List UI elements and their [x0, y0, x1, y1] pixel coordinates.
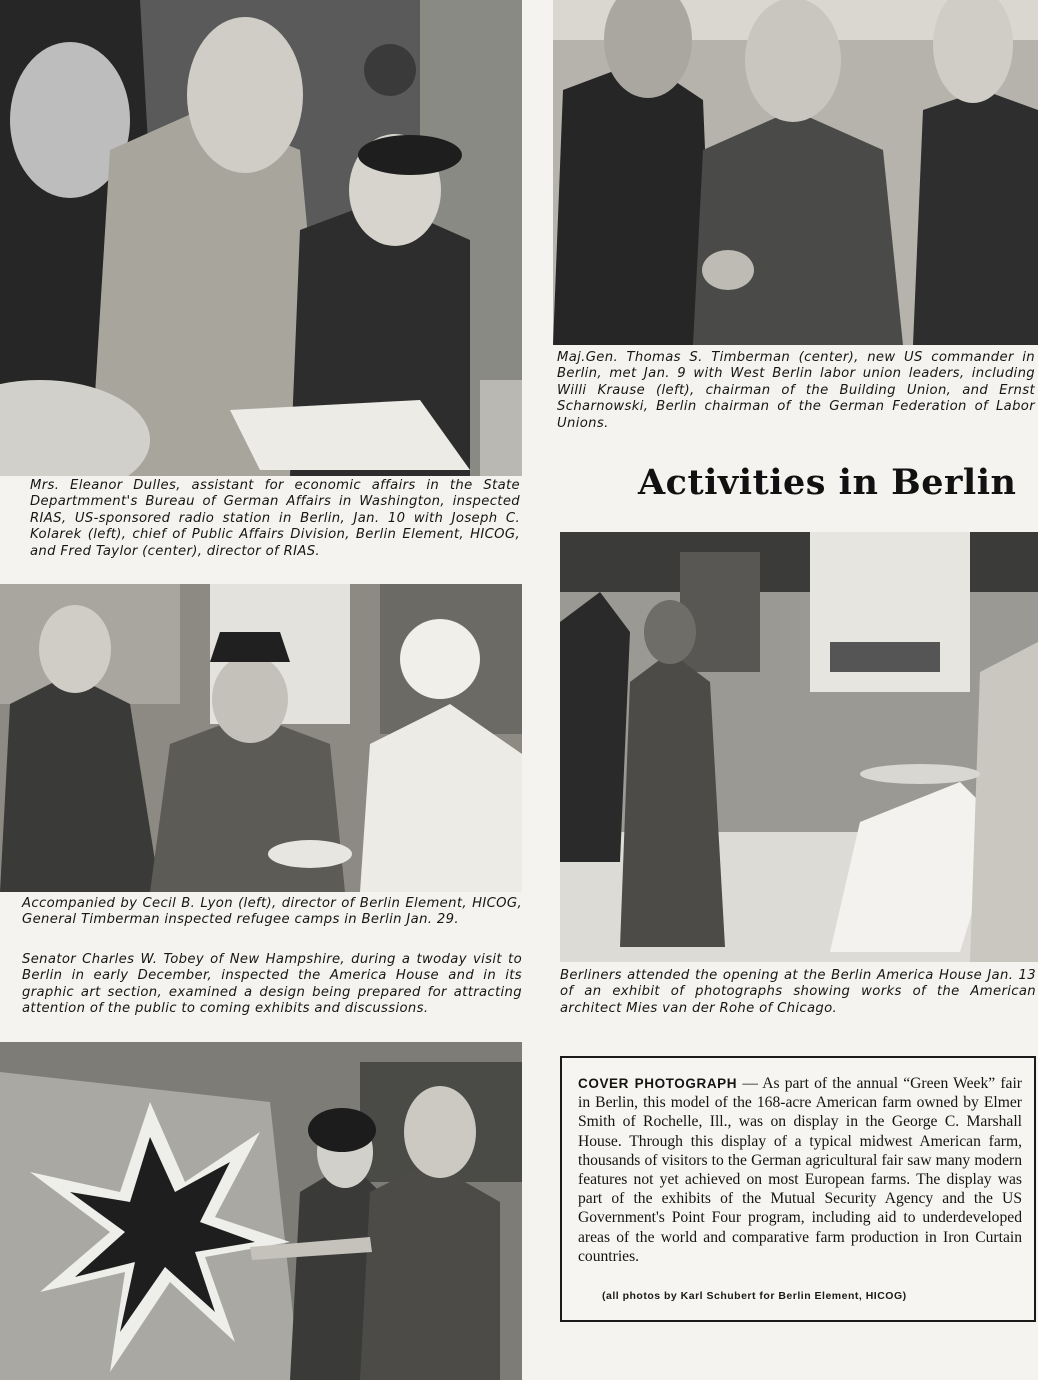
caption-refugee-camps: Accompanied by Cecil B. Lyon (left), director of Berlin Element, HICOG, General Timberman inspected refugee camps in Berlin Jan. 29. [22, 896, 522, 928]
cover-photograph-body: As part of the annual “Green Week” fair in Berlin, this model of the 168-acre American farm owned by Elmer Smith of Rochelle, Ill., was on display in the George C. Marshall House. Through this display of a typical midwest American farm, thousands of visitors to the German agricultural fair saw many modern features not yet achieved on most European farms. The display was part of the exhibits of the Mutual Security Agency and the US Government's Point Four program, including aid to underdeveloped areas of the world and comparative farm production in Iron Curtain countries. [578, 1075, 1022, 1265]
cover-photograph-text [578, 1074, 1022, 1266]
cover-photograph-heading: COVER PHOTOGRAPH [578, 1076, 738, 1091]
cover-dash: — [742, 1075, 758, 1092]
caption-rias-visit: Mrs. Eleanor Dulles, assistant for economic affairs in the State Departmment's Bureau of German Affairs in Washington, inspected RIAS, US-sponsored radio station in Berlin, Jan. 10 with Joseph C. Kolarek (left), chief of Public Affairs Division, Berlin Element, HICOG, and Fred Taylor (center), director of RIAS. [30, 478, 520, 559]
photo-rias-visit [0, 0, 522, 476]
photo-refugee-camps [0, 584, 522, 892]
cover-photograph-box [560, 1056, 1036, 1322]
photo-mies-exhibit [560, 532, 1038, 962]
photo-tobey-design [0, 1042, 522, 1380]
page-heading: Activities in Berlin [638, 462, 1017, 503]
caption-timberman-labor-leaders: Maj.Gen. Thomas S. Timberman (center), new US commander in Berlin, met Jan. 9 with West Berlin labor union leaders, including Willi Krause (left), chairman of the Building Union, and Ernst Scharnowski, Berlin chairman of the German Federation of Labor Unions. [557, 350, 1035, 431]
caption-mies-exhibit: Berliners attended the opening at the Berlin America House Jan. 13 of an exhibit of photographs showing works of the American architect Mies van der Rohe of Chicago. [560, 968, 1036, 1016]
photo-timberman-labor-leaders [553, 0, 1038, 345]
caption-tobey-visit: Senator Charles W. Tobey of New Hampshire, during a twoday visit to Berlin in early December, inspected the America House and in its graphic art section, examined a design being prepared for attracting attention of the public to coming exhibits and discussions. [22, 952, 522, 1017]
photo-credit: (all photos by Karl Schubert for Berlin Element, HICOG) [602, 1290, 907, 1302]
